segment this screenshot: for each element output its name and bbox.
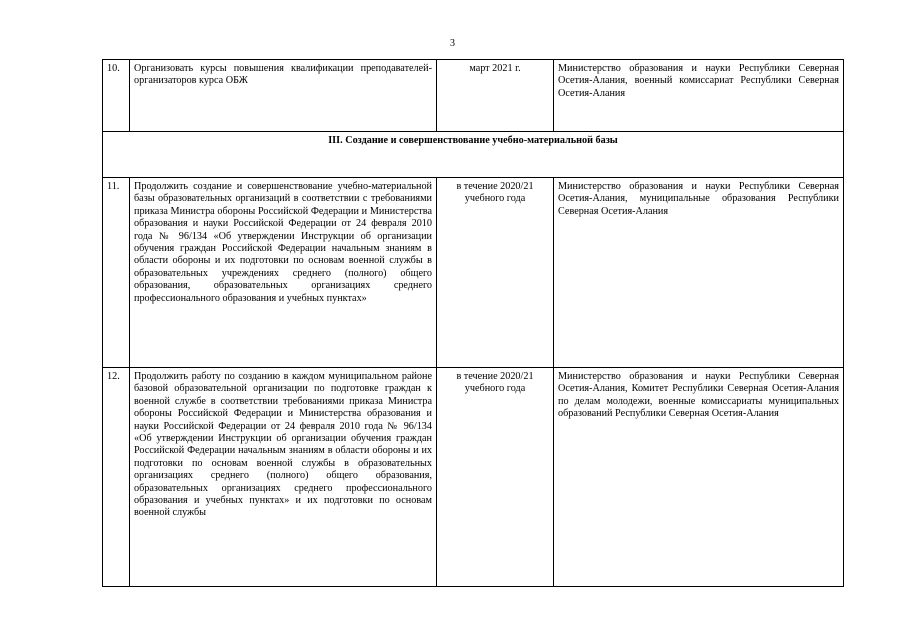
row-term: в течение 2020/21 учебного года: [437, 178, 554, 368]
section-heading-row: [103, 132, 844, 178]
row-number: 10.: [103, 60, 130, 132]
table-row: [103, 178, 844, 368]
row-term: март 2021 г.: [437, 60, 554, 132]
row-responsible: Министерство образования и науки Республики Северная Осетия-Алания, муниципальные образования Республики Северная Осетия-Алания: [554, 178, 844, 368]
row-responsible: Министерство образования и науки Республики Северная Осетия-Алания, военный комиссариат Республики Северная Осетия-Алания: [554, 60, 844, 132]
row-responsible: Министерство образования и науки Республики Северная Осетия-Алания, Комитет Республики Северная Осетия-Алания по делам молодежи, военные комиссариаты муниципальных образований Республики Северная Осетия-Алания: [554, 368, 844, 587]
row-term: в течение 2020/21 учебного года: [437, 368, 554, 587]
row-number: 12.: [103, 368, 130, 587]
row-task: Организовать курсы повышения квалификации преподавателей-организаторов курса ОБЖ: [130, 60, 437, 132]
plan-table: [102, 59, 844, 587]
table-row: [103, 60, 844, 132]
page-number: 3: [450, 38, 455, 49]
row-task: Продолжить работу по созданию в каждом муниципальном районе базовой образовательной организации по подготовке граждан к военной службе в соответствии требованиями приказа Министра обороны Российской Федерации и Министерства образования и науки Российской Федерации от 24 февраля 2010 года № 96/134 «Об утверждении Инструкции об организации обучения граждан Российской Федерации начальным знаниям в области обороны и их подготовки по основам военной службы в образовательных организациях среднего (полного) общего образования, образовательных организациях среднего профессионального образования и учебных пунктах» и их подготовки по основам военной службы: [130, 368, 437, 587]
table-row: [103, 368, 844, 587]
section-title: III. Создание и совершенствование учебно-материальной базы: [103, 132, 844, 178]
row-task: Продолжить создание и совершенствование учебно-материальной базы образовательных организаций в соответствии с требованиями приказа Министра обороны Российской Федерации и Министерства образования и науки Российской Федерации от 24 февраля 2010 года № 96/134 «Об утверждении Инструкции об организации обучения граждан Российской Федерации начальным знаниям в области обороны и их подготовки по основам военной службы в образовательных учреждениях среднего (полного) общего образования, образовательных организациях среднего профессионального образования и учебных пунктах»: [130, 178, 437, 368]
row-number: 11.: [103, 178, 130, 368]
